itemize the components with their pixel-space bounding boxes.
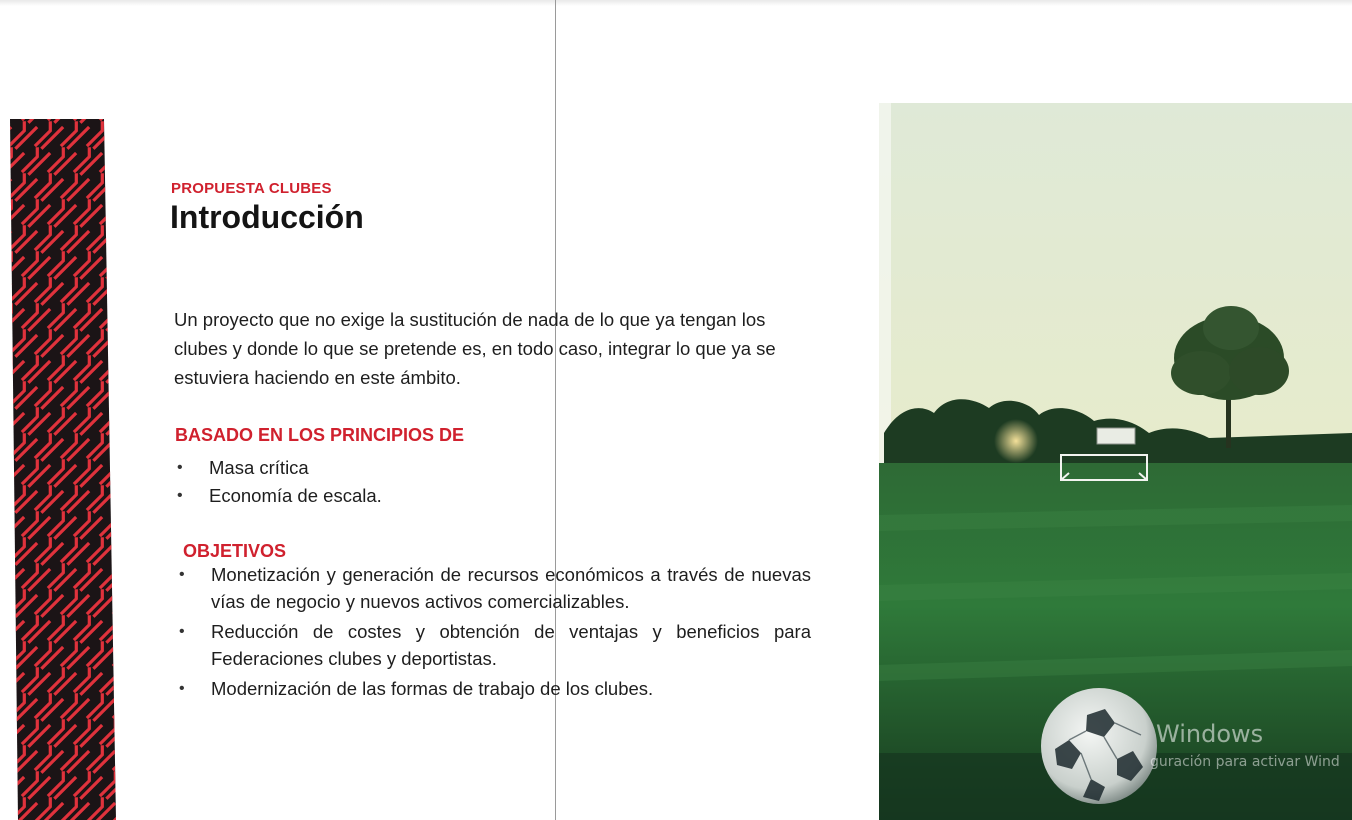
scan-edge-shadow bbox=[0, 0, 1352, 6]
maze-stroke bbox=[114, 383, 116, 408]
bullet-icon: • bbox=[179, 566, 185, 583]
objectives-heading: OBJETIVOS bbox=[183, 541, 287, 561]
bullet-icon: • bbox=[179, 623, 185, 640]
principle-text: Economía de escala. bbox=[209, 485, 382, 506]
maze-stroke bbox=[114, 435, 116, 460]
objective-text: Reducción de costes y obtención de ventajas y beneficios para Federaciones clubes y deportistas. bbox=[211, 621, 811, 669]
windows-activation-title: Windows bbox=[1156, 720, 1264, 748]
bullet-icon: • bbox=[179, 680, 185, 697]
maze-stroke bbox=[114, 123, 116, 148]
maze-stroke bbox=[114, 331, 116, 356]
soccer-ball-icon bbox=[1041, 688, 1157, 804]
maze-stroke bbox=[114, 695, 116, 720]
maze-stroke bbox=[114, 279, 116, 304]
maze-stroke bbox=[114, 643, 116, 668]
maze-pattern-strip bbox=[10, 119, 116, 820]
principle-text: Masa crítica bbox=[209, 457, 309, 478]
principles-heading: BASADO EN LOS PRINCIPIOS DE bbox=[175, 425, 465, 445]
list-item bbox=[179, 561, 811, 615]
principles-list bbox=[177, 454, 382, 510]
intro-paragraph: Un proyecto que no exige la sustitución de nada de lo que ya tengan los clubes y donde lo que se pretende es, en todo caso, integrar lo que ya se estuviera haciendo en este ámbito. bbox=[174, 309, 776, 388]
objective-text: Modernización de las formas de trabajo de los clubes. bbox=[211, 678, 654, 699]
maze-stroke bbox=[114, 487, 116, 512]
maze-stroke bbox=[114, 539, 116, 564]
maze-stroke bbox=[114, 591, 116, 616]
list-item bbox=[179, 618, 811, 672]
maze-pattern-graphic bbox=[10, 119, 116, 820]
maze-stroke bbox=[114, 227, 116, 252]
bullet-icon: • bbox=[177, 487, 183, 504]
list-item bbox=[177, 454, 382, 482]
soccer-field-illustration bbox=[879, 103, 1352, 820]
list-item bbox=[179, 675, 811, 702]
section-kicker: PROPUESTA CLUBES bbox=[171, 180, 332, 197]
maze-stroke bbox=[114, 175, 116, 200]
list-item bbox=[177, 482, 382, 510]
windows-activation-subtitle: guración para activar Wind bbox=[1150, 754, 1340, 770]
bullet-icon: • bbox=[177, 459, 183, 476]
objective-text: Monetización y generación de recursos económicos a través de nuevas vías de negocio y nuevos activos comercializables. bbox=[211, 564, 811, 612]
soccer-field-photo bbox=[879, 103, 1352, 820]
page-title: Introducción bbox=[170, 199, 364, 235]
objectives-list bbox=[179, 561, 811, 705]
